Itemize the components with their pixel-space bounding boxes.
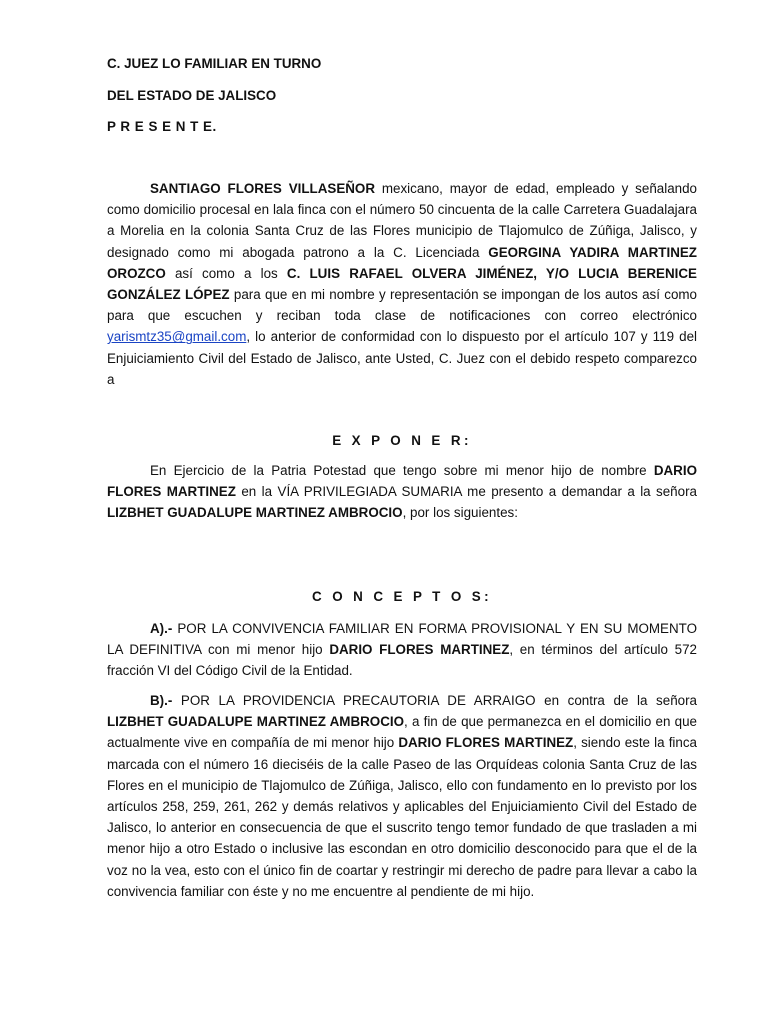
- intro-text-1: mexicano, mayor de edad, empleado y señalando como domicilio procesal en lala finca con el número 50 cincuenta de la calle Carretera Guadalajara a Morelia en la colonia Santa Cruz de las Flores municipio de Tlajomulco de Zúñiga, Jalisco, y designado como mi abogada patrono a la C. Licenciada: [107, 181, 697, 260]
- exponer-heading: E X P O N E R:: [332, 433, 472, 448]
- concept-b-label: B).-: [150, 693, 173, 708]
- plaintiff-name: SANTIAGO FLORES VILLASEÑOR: [150, 181, 376, 196]
- concept-a-label: A).-: [150, 621, 173, 636]
- concept-b-defendant-name: LIZBHET GUADALUPE MARTINEZ AMBROCIO: [107, 714, 405, 730]
- exponer-text-2: en la VÍA PRIVILEGIADA SUMARIA me presento a demandar a la señora: [235, 484, 697, 500]
- defendant-name: LIZBHET GUADALUPE MARTINEZ AMBROCIO: [107, 505, 403, 521]
- exponer-text-1: En Ejercicio de la Patria Potestad que tengo sobre mi menor hijo de nombre: [150, 463, 654, 478]
- presente-line: P R E S E N T E.: [107, 119, 217, 134]
- intro-paragraph: [107, 178, 697, 390]
- concept-b-text-1: POR LA PROVIDENCIA PRECAUTORIA DE ARRAIGO en contra de la señora: [172, 693, 697, 708]
- intro-text-3: para que en mi nombre y representación se impongan de los autos así como para que escuchen y reciban toda clase de notificaciones con correo electrónico: [107, 287, 698, 324]
- email-link[interactable]: yarismtz35@gmail.com: [107, 329, 247, 345]
- concept-b-text-3: , siendo este la finca marcada con el número 16 dieciséis de la calle Paseo de las Orquídeas colonia Santa Cruz de las Flores en el municipio de Tlajomulco de Zúñiga, Jalisco, ello con fundamento en lo previsto por los artículos 258, 259, 261, 262 y demás relativos y aplicables del Enjuiciamiento Civil del Estado de Jalisco, lo anterior en consecuencia de que el suscrito tengo temor fundado de que trasladen a mi menor hijo a otro Estado o inclusive las escondan en otro domicilio desconocido para que el de la voz no la vea, esto con el único fin de coartar y restringir mi derecho de padre para llevar a cabo la convivencia familiar con éste y no me encuentre al pendiente de mi hijo.: [107, 735, 697, 899]
- lawyer-name: GEORGINA YADIRA MARTINEZ OROZCO: [107, 244, 697, 281]
- concept-b-text-2: , a fin de que permanezca en el domicilio en que actualmente vive en compañía de mi menor hijo: [107, 714, 697, 751]
- other-representatives: C. LUIS RAFAEL OLVERA JIMÉNEZ, Y/O LUCIA BERENICE GONZÁLEZ LÓPEZ: [107, 265, 697, 303]
- concept-a-child-name: DARIO FLORES MARTINEZ: [329, 642, 510, 658]
- intro-text-4: , lo anterior de conformidad con lo dispuesto por el artículo 107 y 119 del Enjuiciamiento Civil del Estado de Jalisco, ante Usted, C. Juez con el debido respeto comparezco a: [107, 329, 697, 387]
- exponer-text-3: , por los siguientes:: [402, 505, 518, 521]
- addressee-line-2: DEL ESTADO DE JALISCO: [107, 88, 277, 103]
- concept-b-child-name: DARIO FLORES MARTINEZ: [398, 735, 574, 751]
- conceptos-heading: C O N C E P T O S:: [312, 589, 492, 604]
- concept-a-text-2: , en términos del artículo 572 fracción VI del Código Civil de la Entidad.: [107, 642, 697, 679]
- concept-b-paragraph: [107, 690, 697, 902]
- child-name: DARIO FLORES MARTINEZ: [107, 463, 697, 500]
- addressee-line-1: C. JUEZ LO FAMILIAR EN TURNO: [107, 56, 322, 71]
- concept-a-text-1: POR LA CONVIVENCIA FAMILIAR EN FORMA PROVISIONAL Y EN SU MOMENTO LA DEFINITIVA con mi menor hijo: [107, 621, 697, 658]
- concept-a-paragraph: [107, 618, 697, 682]
- exponer-paragraph: [107, 460, 697, 524]
- intro-text-2: así como a los: [165, 265, 287, 281]
